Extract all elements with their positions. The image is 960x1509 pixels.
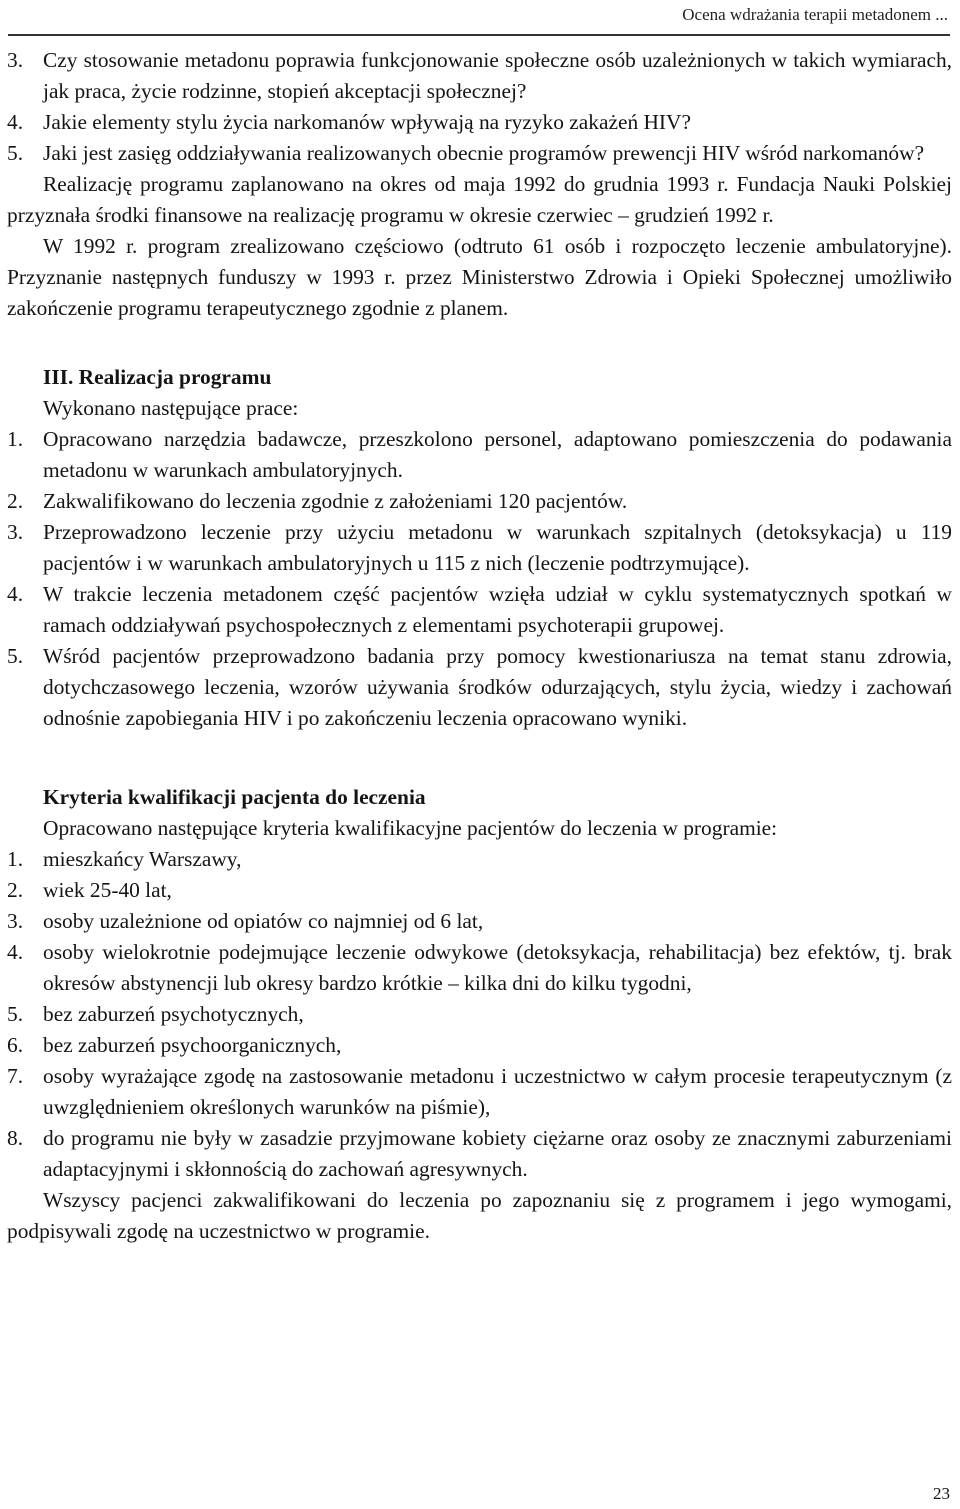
work-item-text: Zakwalifikowano do leczenia zgodnie z założeniami 120 pacjentów.: [43, 489, 628, 513]
work-item-text: Opracowano narzędzia badawcze, przeszkolono personel, adaptowano pomieszczenia do podawania metadonu w warunkach ambulatoryjnych.: [43, 427, 952, 482]
criteria-item: [7, 999, 952, 1030]
work-item: [7, 579, 952, 641]
criteria-item-number: 6.: [7, 1033, 24, 1057]
page-number: 23: [933, 1484, 950, 1503]
running-header: Ocena wdrażania terapii metadonem ...: [682, 5, 948, 24]
work-item: [7, 486, 952, 517]
criteria-item: [7, 1061, 952, 1123]
criteria-item-text: do programu nie były w zasadzie przyjmowane kobiety ciężarne oraz osoby ze znacznymi zaburzeniami adaptacyjnymi i skłonnością do zachowań agresywnych.: [43, 1126, 952, 1181]
section-heading-kryteria: Kryteria kwalifikacji pacjenta do leczenia: [43, 785, 426, 809]
question-number: 5.: [7, 141, 24, 165]
question-text: Jakie elementy stylu życia narkomanów wpływają na ryzyko zakażeń HIV?: [43, 110, 691, 134]
criteria-closing-paragraph: Wszyscy pacjenci zakwalifikowani do leczenia po zapoznaniu się z programem i jego wymogami, podpisywali zgodę na uczestnictwo w programie.: [7, 1188, 952, 1243]
work-item-text: Wśród pacjentów przeprowadzono badania przy pomocy kwestionariusza na temat stanu zdrowia, dotychczasowego leczenia, wzorów używania środków odurzających, stylu życia, wiedzy i zachowań odnośnie zapobiegania HIV i po zakończeniu leczenia opracowano wyniki.: [43, 644, 952, 730]
criteria-item-text: osoby uzależnione od opiatów co najmniej od 6 lat,: [43, 909, 484, 933]
question-number: 4.: [7, 110, 24, 134]
intro-paragraph-progress: W 1992 r. program zrealizowano częściowo (odtruto 61 osób i rozpoczęto leczenie ambulatoryjne). Przyznanie następnych funduszy w 1993 r. przez Ministerstwo Zdrowia i Opieki Społecznej umożliwiło zakończenie programu terapeutycznego zgodnie z planem.: [7, 234, 952, 320]
question-text: Jaki jest zasięg oddziaływania realizowanych obecnie programów prewencji HIV wśród narkomanów?: [43, 141, 925, 165]
section-lead: Wykonano następujące prace:: [43, 396, 299, 420]
work-item-text: Przeprowadzono leczenie przy użyciu metadonu w warunkach szpitalnych (detoksykacja) u 119 pacjentów i w warunkach ambulatoryjnych u 115 z nich (leczenie podtrzymujące).: [43, 520, 952, 575]
page-content: [7, 45, 952, 1247]
criteria-item-text: mieszkańcy Warszawy,: [43, 847, 242, 871]
criteria-item: [7, 844, 952, 875]
criteria-item-number: 4.: [7, 940, 24, 964]
work-item-number: 2.: [7, 489, 24, 513]
question-item: [7, 138, 952, 169]
criteria-item-text: bez zaburzeń psychoorganicznych,: [43, 1033, 342, 1057]
criteria-item: [7, 937, 952, 999]
intro-paragraph-funding: Realizację programu zaplanowano na okres od maja 1992 do grudnia 1993 r. Fundacja Nauki Polskiej przyznała środki finansowe na realizację programu w okresie czerwiec – grudzień 1992 r.: [7, 172, 952, 227]
work-item: [7, 641, 952, 734]
criteria-item-number: 8.: [7, 1126, 24, 1150]
criteria-item: [7, 875, 952, 906]
criteria-item-number: 5.: [7, 1002, 24, 1026]
criteria-item-text: osoby wielokrotnie podejmujące leczenie odwykowe (detoksykacja, rehabilitacja) bez efektów, tj. brak okresów abstynencji lub okresy bardzo krótkie – kilka dni do kilku tygodni,: [43, 940, 952, 995]
question-item: [7, 107, 952, 138]
work-item: [7, 517, 952, 579]
spacer: [7, 324, 952, 362]
header-rule: [8, 34, 950, 36]
spacer: [7, 734, 952, 782]
criteria-item-text: osoby wyrażające zgodę na zastosowanie metadonu i uczestnictwo w całym procesie terapeutycznym (z uwzględnieniem określonych warunków na piśmie),: [43, 1064, 952, 1119]
criteria-item-number: 2.: [7, 878, 24, 902]
section-heading-realizacja: III. Realizacja programu: [43, 365, 272, 389]
criteria-item: [7, 906, 952, 937]
question-text: Czy stosowanie metadonu poprawia funkcjonowanie społeczne osób uzależnionych w takich wymiarach, jak praca, życie rodzinne, stopień akceptacji społecznej?: [43, 48, 952, 103]
criteria-item-number: 7.: [7, 1064, 24, 1088]
work-item-number: 1.: [7, 427, 24, 451]
work-item-text: W trakcie leczenia metadonem część pacjentów wzięła udział w cyklu systematycznych spotkań w ramach oddziaływań psychospołecznych z elementami psychoterapii grupowej.: [43, 582, 952, 637]
work-item-number: 4.: [7, 582, 24, 606]
criteria-item-number: 3.: [7, 909, 24, 933]
criteria-item: [7, 1030, 952, 1061]
question-number: 3.: [7, 48, 24, 72]
work-item-number: 5.: [7, 644, 24, 668]
work-item: [7, 424, 952, 486]
question-item: [7, 45, 952, 107]
criteria-item-text: wiek 25-40 lat,: [43, 878, 172, 902]
criteria-item: [7, 1123, 952, 1185]
criteria-item-text: bez zaburzeń psychotycznych,: [43, 1002, 304, 1026]
criteria-lead: Opracowano następujące kryteria kwalifikacyjne pacjentów do leczenia w programie:: [43, 816, 778, 840]
work-item-number: 3.: [7, 520, 24, 544]
criteria-item-number: 1.: [7, 847, 24, 871]
